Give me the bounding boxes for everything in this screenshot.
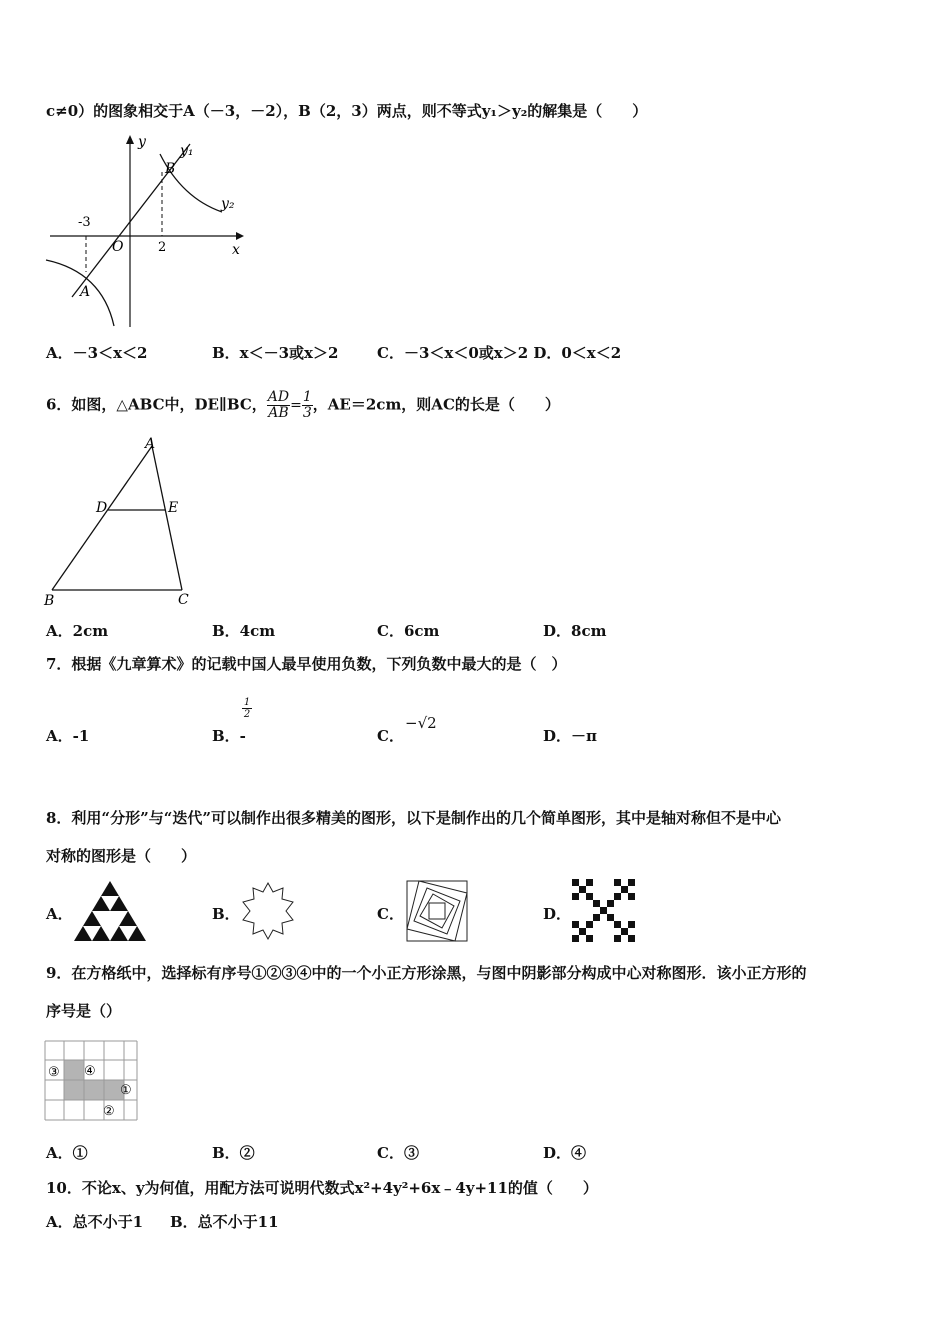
q7-b-den: 2 [243, 709, 251, 720]
q7-b-num: 1 [243, 697, 251, 708]
q7-text: 7．根据《九章算术》的记载中国人最早使用负数，下列负数中最大的是（ ） [46, 655, 567, 673]
label-E: E [168, 500, 179, 516]
q5-option-a[interactable]: A．－3＜x＜2 [46, 344, 148, 362]
grid-mark-4: ④ [84, 1064, 96, 1079]
label-B: B [44, 593, 55, 609]
q6-option-b[interactable]: B．4cm [212, 622, 276, 640]
label-x: x [232, 242, 240, 258]
q6-text [46, 390, 560, 421]
q8-line1: 8．利用“分形”与“迭代”可以制作出很多精美的图形，以下是制作出的几个简单图形，其中是轴对称但不是中心 [46, 809, 781, 827]
q7-option-b-fraction [242, 697, 252, 720]
koch-snowflake-icon [238, 880, 298, 942]
q9-line1: 9．在方格纸中，选择标有序号①②③④中的一个小正方形涂黑，与图中阴影部分构成中心对称图形．该小正方形的 [46, 964, 807, 982]
label-D: D [96, 500, 108, 516]
q9-option-a[interactable]: A．① [46, 1144, 88, 1162]
q6-option-c[interactable]: C．6cm [377, 622, 440, 640]
q6-option-d[interactable]: D．8cm [543, 622, 607, 640]
label-2: 2 [158, 240, 167, 255]
q7-option-c-expr: −√2 [405, 714, 437, 732]
label-minus3: -3 [78, 215, 91, 230]
q10-option-b[interactable]: B．总不小于11 [170, 1213, 279, 1231]
q5-option-b[interactable]: B．x＜－3或x＞2 [212, 344, 339, 362]
q6-option-a[interactable]: A．2cm [46, 622, 109, 640]
grid-mark-1: ① [120, 1083, 132, 1098]
q8-option-a[interactable]: A． [46, 905, 73, 923]
q8-option-b[interactable]: B． [212, 905, 240, 923]
q6-fraction-ad-ab [267, 390, 290, 421]
q6-prefix: 6．如图，△ABC中，DE∥BC， [46, 395, 267, 414]
q8-line2: 对称的图形是（ ） [46, 847, 197, 865]
q6-eq: = [290, 397, 302, 414]
label-y1: y₁ [180, 143, 194, 159]
q7-option-a[interactable]: A．-1 [46, 727, 90, 745]
grid-mark-3: ③ [48, 1065, 60, 1080]
q8-option-c[interactable]: C． [377, 905, 404, 923]
grid-mark-2: ② [103, 1104, 115, 1119]
q9-option-b[interactable]: B．② [212, 1144, 255, 1162]
q8-option-d[interactable]: D． [543, 905, 572, 923]
label-A: A [80, 284, 91, 300]
q6-fraction-1-3 [302, 390, 313, 421]
label-C: C [178, 592, 189, 608]
label-origin: O [112, 239, 124, 255]
q5-text: c≠0）的图象相交于A（－3，－2），B（2，3）两点，则不等式y₁＞y₂的解集是（ ） [46, 102, 648, 120]
label-y2: y₂ [221, 196, 235, 212]
q6-frac2-den: 3 [302, 405, 312, 421]
q7-option-c[interactable]: C． [377, 727, 404, 745]
sierpinski-triangle-icon [73, 879, 147, 943]
q6-triangle-figure [40, 434, 200, 610]
q5-function-graph [42, 132, 252, 330]
q6-suffix: ，AE＝2cm，则AC的长是（ ） [312, 395, 560, 414]
label-y: y [138, 134, 146, 150]
q9-option-d[interactable]: D．④ [543, 1144, 587, 1162]
q9-grid-figure [44, 1040, 140, 1124]
q6-frac2-num: 1 [302, 389, 312, 405]
q5-option-cd[interactable]: C．－3＜x＜0或x＞2 D．0＜x＜2 [377, 344, 622, 362]
q7-option-b[interactable]: B．- [212, 727, 246, 745]
fractal-x-pattern-icon [572, 879, 635, 942]
q9-option-c[interactable]: C．③ [377, 1144, 419, 1162]
q6-frac1-den: AB [268, 405, 289, 421]
label-B: B [165, 161, 176, 177]
q10-option-a[interactable]: A．总不小于1 [46, 1213, 144, 1231]
q10-text: 10．不论x、y为何值，用配方法可说明代数式x²+4y²+6x﹣4y+11的值（ ） [46, 1179, 598, 1197]
q6-frac1-num: AD [267, 389, 290, 405]
q9-line2: 序号是（） [46, 1002, 122, 1020]
rotating-squares-icon [405, 879, 469, 943]
label-A: A [145, 436, 156, 452]
q7-option-d[interactable]: D．－π [543, 727, 597, 745]
